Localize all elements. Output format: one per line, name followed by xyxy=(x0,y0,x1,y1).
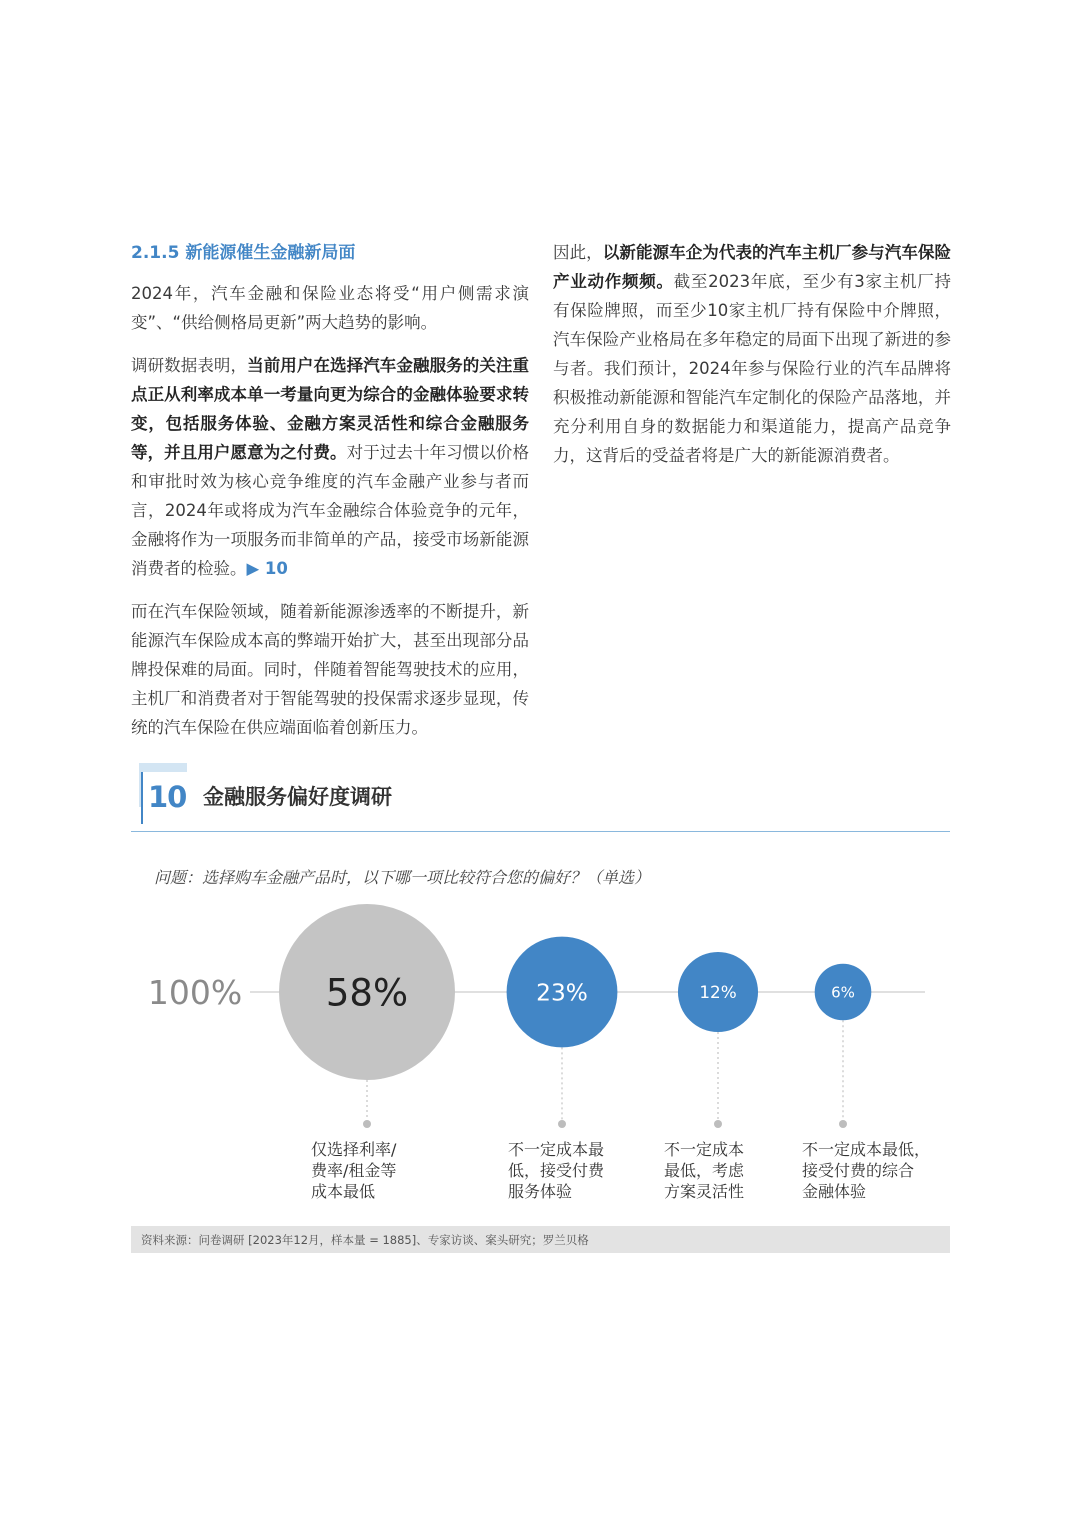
category-label: 金融体验 xyxy=(802,1182,867,1201)
section-heading: 2.1.5 新能源催生金融新局面 xyxy=(131,243,356,263)
category-label: 费率/租金等 xyxy=(311,1161,397,1180)
category-label: 成本最低 xyxy=(311,1182,376,1201)
paragraph-survey-body: 对于过去十年习惯以价格和审批时效为核心竞争维度的汽车金融产业参与者而言，2024年或将成为汽车金融综合体验竞争的元年，金融将作为一项服务而非简单的产品，接受市场新能源消费者的检验。 xyxy=(131,443,530,578)
survey-question: 问题：选择购车金融产品时，以下哪一项比较符合您的偏好？（单选） xyxy=(154,868,651,887)
paragraph-trends: 2024年，汽车金融和保险业态将受“用户侧需求演变”、“供给侧格局更新”两大趋势的影响。 xyxy=(131,284,529,332)
category-label: 不一定成本最 xyxy=(508,1140,605,1159)
figure-reference-link[interactable]: ▶ 10 xyxy=(246,559,288,578)
category-label: 方案灵活性 xyxy=(664,1182,745,1201)
paragraph-insurance: 而在汽车保险领域，随着新能源渗透率的不断提升，新能源汽车保险成本高的弊端开始扩大，甚至出现部分品牌投保难的局面。同时，伴随着智能驾驶技术的应用，主机厂和消费者对于智能驾驶的投保需求逐步显现，传统的汽车保险在供应端面临着创新压力。 xyxy=(131,602,529,737)
leader-dot xyxy=(839,1120,847,1128)
category-label: 最低，考虑 xyxy=(664,1161,745,1180)
bubble-value-label: 23% xyxy=(536,979,588,1007)
leader-dot xyxy=(714,1120,722,1128)
category-label: 仅选择利率/ xyxy=(311,1140,397,1159)
category-label: 服务体验 xyxy=(508,1182,573,1201)
category-label: 接受付费的综合 xyxy=(802,1161,915,1180)
bubble-value-label: 12% xyxy=(699,982,737,1003)
source-note: 资料来源：问卷调研 [2023年12月，样本量 = 1885]、专家访谈、案头研究；罗兰贝格 xyxy=(141,1233,589,1247)
figure-title: 金融服务偏好度调研 xyxy=(203,785,392,809)
paragraph-oem-body: 截至2023年底，至少有3家主机厂持有保险牌照，而至少10家主机厂持有保险中介牌照，汽车保险产业格局在多年稳定的局面下出现了新进的参与者。我们预计，2024年参与保险行业的汽车品牌将积极推动新能源和智能汽车定制化的保险产品落地，并充分利用自身的数据能力和渠道能力，提高产品竞争力，这背后的受益者将是广大的新能源消费者。 xyxy=(553,272,951,465)
leader-dot xyxy=(558,1120,566,1128)
category-label: 不一定成本最低， xyxy=(802,1140,931,1159)
bubble-value-label: 6% xyxy=(831,983,855,1002)
leader-dot xyxy=(363,1120,371,1128)
figure-number: 10 xyxy=(148,780,187,814)
paragraph-survey-highlight: 当前用户在选择汽车金融服务的关注重点正从利率成本单一考量向更为综合的金融体验要求转变，包括服务体验、金融方案灵活性和综合金融服务等，并且用户愿意为之付费。 xyxy=(131,356,530,462)
source-bar xyxy=(131,1226,950,1253)
paragraph-survey-intro: 调研数据表明， xyxy=(131,356,248,375)
category-label: 低，接受付费 xyxy=(508,1161,605,1180)
reference-label: 100% xyxy=(147,973,243,1012)
bubble-value-label: 58% xyxy=(325,971,409,1015)
paragraph-oem-highlight: 以新能源车企为代表的汽车主机厂参与汽车保险产业动作频频。 xyxy=(553,243,952,291)
paragraph-oem-intro: 因此， xyxy=(553,243,603,262)
category-label: 不一定成本 xyxy=(664,1140,745,1159)
